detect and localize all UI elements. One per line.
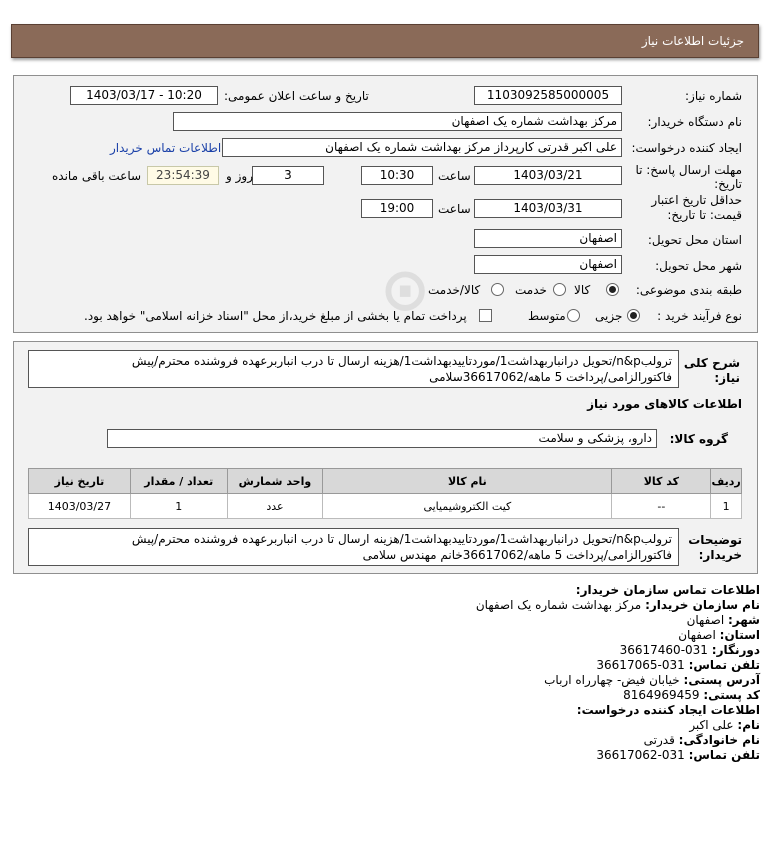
category-label: طبقه بندی موضوعی: [635,283,742,297]
province-label: استان محل تحویل: [647,233,742,247]
buyer-notes-field[interactable] [28,528,679,566]
creator-phone: تلفن تماس: 031-36617062 [596,748,760,762]
validity-label-2: قیمت: تا تاریخ: [667,208,742,222]
deadline-label-2: تاریخ: [714,177,742,191]
remaining-label: ساعت باقی مانده [52,169,142,183]
watermark-logo: ⊙ [380,255,431,325]
creator-title: اطلاعات ایجاد کننده درخواست: [576,703,760,717]
process-radio-medium[interactable] [567,309,580,322]
page-title: جزئیات اطلاعات نیاز [641,34,744,48]
cell-unit: عدد [227,494,323,519]
summary-label-1: شرح کلی [683,356,740,370]
process-option-minor: جزیی [595,309,623,323]
validity-time-field[interactable]: 19:00 [361,199,433,218]
contact-fax: دورنگار: 031-36617460 [619,643,760,657]
announce-field[interactable]: 1403/03/17 - 10:20 [70,86,218,105]
contact-postal: کد پستی: 8164969459 [623,688,760,702]
category-option-goods-service: کالا/خدمت [428,283,481,297]
buyer-notes-label-1: توضیحات [688,533,742,547]
page-header [11,24,759,58]
treasury-text: پرداخت تمام یا بخشی از مبلغ خرید،از محل "اسناد خزانه اسلامی" خواهد بود. [84,309,467,323]
buyer-org-field[interactable]: مرکز بهداشت شماره یک اصفهان [173,112,622,131]
summary-label-2: نیاز: [714,371,740,385]
buyer-contact-link[interactable]: اطلاعات تماس خریدار [110,141,222,155]
creator-field[interactable]: علی اکبر قدرتی کارپرداز مرکز بهداشت شماره یک اصفهان [222,138,622,157]
validity-date-field[interactable]: 1403/03/31 [474,199,622,218]
treasury-checkbox[interactable] [479,309,492,322]
col-date: تاریخ نیاز [29,469,131,494]
cell-name: کیت الکتروشیمیایی [323,494,612,519]
cell-date: 1403/03/27 [29,494,131,519]
category-radio-service[interactable] [553,283,566,296]
process-label: نوع فرآیند خرید : [657,309,742,323]
cell-row: 1 [711,494,742,519]
buyer-notes-line-2: فاکتورالزامی/پرداخت 5 ماهه/36617062خانم مهندس سلامی [362,548,672,562]
creator-family: نام خانوادگی: قدرتی [643,733,760,747]
need-number-label: شماره نیاز: [685,89,742,103]
col-unit: واحد شمارش [227,469,323,494]
days-field[interactable]: 3 [252,166,324,185]
validity-label-1: حداقل تاریخ اعتبار [651,193,742,207]
deadline-date-field[interactable]: 1403/03/21 [474,166,622,185]
goods-table-header [29,469,742,494]
summary-line-2: فاکتورالزامی/پرداخت 5 ماهه/36617062سلامی [429,370,672,384]
need-number-field[interactable]: 1103092585000005 [474,86,622,105]
buyer-org-label: نام دستگاه خریدار: [647,115,742,129]
contact-title: اطلاعات تماس سازمان خریدار: [575,583,760,597]
deadline-label-1: مهلت ارسال پاسخ: تا [635,163,742,177]
category-option-goods: کالا [574,283,591,297]
validity-time-label: ساعت [438,202,471,216]
deadline-time-field[interactable]: 10:30 [361,166,433,185]
goods-section-title: اطلاعات کالاهای مورد نیاز [587,397,742,411]
remaining-time-field: 23:54:39 [147,166,219,185]
process-option-medium: متوسط [528,309,566,323]
category-radio-goods-service[interactable] [491,283,504,296]
buyer-notes-label-2: خریدار: [698,548,742,562]
table-row[interactable] [29,494,742,519]
province-field[interactable]: اصفهان [474,229,622,248]
goods-group-field[interactable]: دارو، پزشکی و سلامت [107,429,657,448]
contact-address: آدرس پستی: خیابان فیض- چهارراه ارباب [544,673,760,687]
cell-code: -- [612,494,711,519]
cell-qty: 1 [130,494,227,519]
category-option-service: خدمت [515,283,547,297]
contact-phone: تلفن تماس: 031-36617065 [596,658,760,672]
col-name: نام کالا [323,469,612,494]
goods-table [28,468,742,519]
col-code: کد کالا [612,469,711,494]
buyer-notes-line-1: ترولبn&p/تحویل درانباربهداشت1/موردتاییدبهداشت1/هزینه ارسال تا درب انباربرعهده فروشنده محترم/پیش [131,532,672,546]
col-qty: تعداد / مقدار [130,469,227,494]
city-label: شهر محل تحویل: [655,259,742,273]
goods-group-label: گروه کالا: [669,432,728,446]
city-field[interactable]: اصفهان [474,255,622,274]
contact-org: نام سازمان خریدار: مرکز بهداشت شماره یک اصفهان [475,598,760,612]
contact-province: استان: اصفهان [678,628,760,642]
deadline-time-label: ساعت [438,169,471,183]
summary-line-1: ترولبn&p/تحویل درانباربهداشت1/موردتاییدبهداشت1/هزینه ارسال تا درب انباربرعهده فروشنده محترم/پیش [131,354,672,368]
col-row: ردیف [711,469,742,494]
category-radio-goods[interactable] [606,283,619,296]
process-radio-minor[interactable] [627,309,640,322]
summary-field[interactable] [28,350,679,388]
days-label: روز و [226,169,253,183]
creator-label: ایجاد کننده درخواست: [631,141,742,155]
creator-name: نام: علی اکبر [689,718,760,732]
contact-city: شهر: اصفهان [686,613,760,627]
announce-label: تاریخ و ساعت اعلان عمومی: [224,89,369,103]
